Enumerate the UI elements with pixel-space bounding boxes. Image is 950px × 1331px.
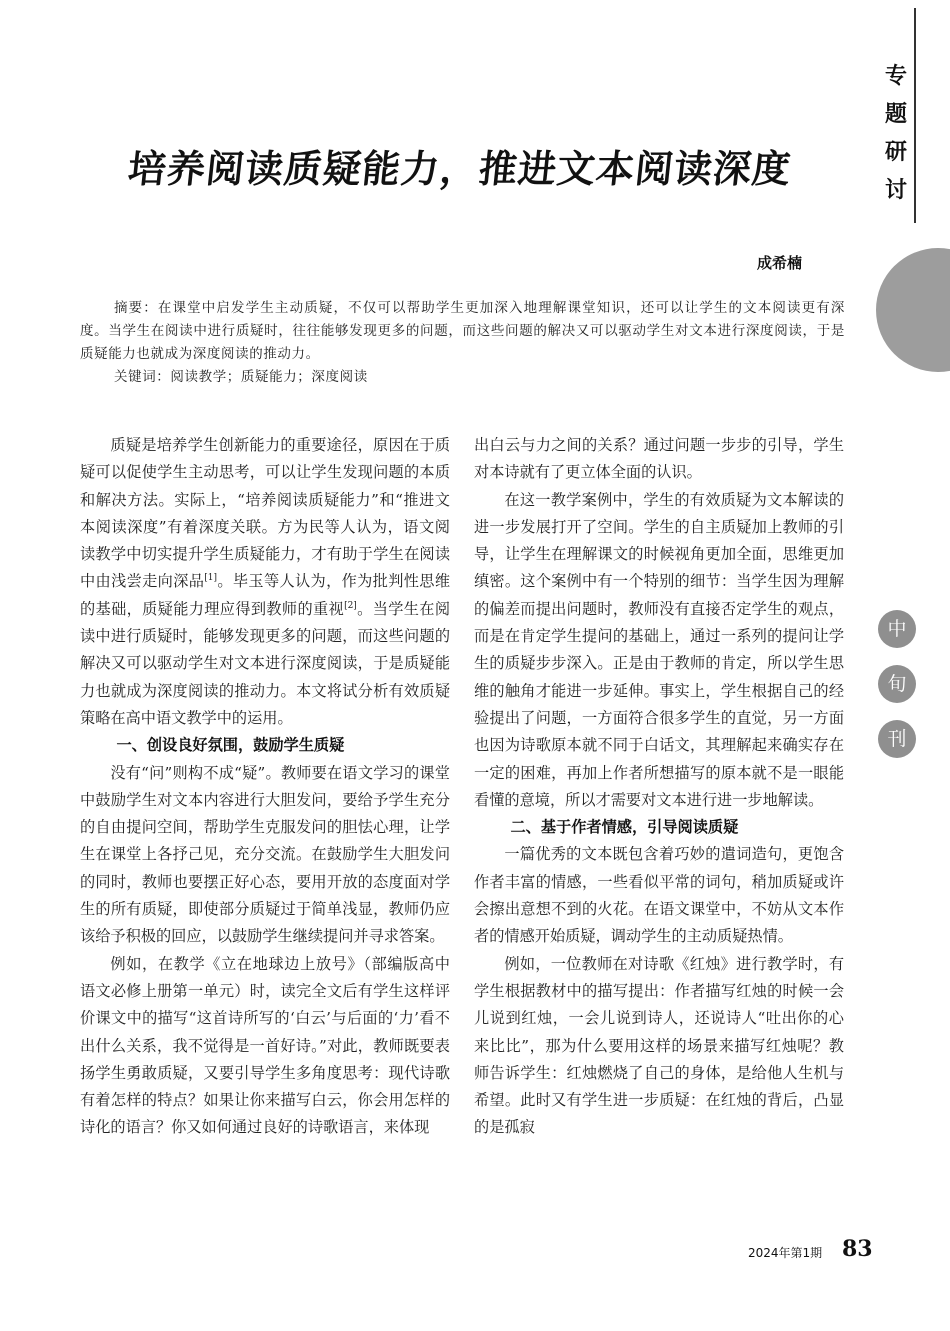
article-title: 培养阅读质疑能力，推进文本阅读深度 — [125, 147, 794, 191]
magazine-tag-char: 刊 — [878, 720, 916, 758]
author-name: 成希楠 — [756, 254, 802, 272]
paragraph-text: 。毕玉等人认为，作为批判性思维的基础，质疑能力理应得到教师的重视 — [80, 572, 451, 618]
section-tag — [878, 58, 914, 210]
issue-label: 2024年第1期 — [748, 1246, 823, 1260]
body-paragraph — [80, 432, 450, 732]
page-footer — [700, 1236, 873, 1276]
body-paragraph: 在这一教学案例中，学生的有效质疑为文本解读的进一步发展打开了空间。学生的自主质疑加上教师的引导，让学生在理解课文的时候视角更加全面，思维更加缜密。这个案例中有一个特别的细节：当学生因为理解的偏差而提出问题时，教师没有直接否定学生的观点，而是在肯定学生提问的基础上，通过一系列的提问让学生的质疑步步深入。正是由于教师的肯定，所以学生思维的触角才能进一步延伸。事实上，学生根据自己的经验提出了问题，一方面符合很多学生的直觉，另一方面也因为诗歌原本就不同于白话文，其理解起来确实存在一定的困难，再加上作者所想描写的原本就不是一眼能看懂的意境，所以才需要对文本进行进一步地解读。 — [474, 490, 844, 809]
keywords: 关键词：阅读教学；质疑能力；深度阅读 — [114, 369, 368, 385]
abstract-text: 摘要：在课堂中启发学生主动质疑，不仅可以帮助学生更加深入地理解课堂知识，还可以让学生的文本阅读更有深度。当学生在阅读中进行质疑时，往往能够发现更多的问题，而这些问题的解决又可以驱动学生对文本进行深度阅读，于是质疑能力也就成为深度阅读的推动力。 — [80, 300, 845, 362]
section-tag-char: 讨 — [884, 178, 907, 203]
body-paragraph: 例如，一位教师在对诗歌《红烛》进行教学时，有学生根据教材中的描写提出：作者描写红烛的时候一会儿说到红烛，一会儿说到诗人，还说诗人“吐出你的心来比比”，那为什么要用这样的场景来描写红烛呢？教师告诉学生：红烛燃烧了自己的身体，是给他人生机与希望。此时又有学生进一步质疑：在红烛的背后，凸显的是孤寂 — [474, 954, 844, 1137]
paragraph-text: 质疑是培养学生创新能力的重要途径，原因在于质疑可以促使学生主动思考，可以让学生发现问题的本质和解决方法。实际上，“培养阅读质疑能力”和“推进文本阅读深度”有着深度关联。方为民等人认为，语文阅读教学中切实提升学生质疑能力，才有助于学生在阅读中由浅尝走向深品 — [80, 436, 450, 591]
magazine-tag-char: 中 — [878, 610, 916, 648]
abstract-block — [80, 297, 845, 389]
citation-ref: [1] — [204, 573, 218, 584]
page-number: 83 — [842, 1236, 873, 1262]
section-tag-char: 专 — [884, 64, 907, 89]
section-heading: 二、基于作者情感，引导阅读质疑 — [510, 818, 739, 837]
left-column — [80, 432, 450, 1142]
right-column — [474, 432, 844, 1142]
edge-rule — [914, 8, 916, 223]
body-paragraph: 例如，在教学《立在地球边上放号》（部编版高中语文必修上册第一单元）时，读完全文后有学生这样评价课文中的描写“这首诗所写的‘白云’与后面的‘力’看不出什么关系，我不觉得是一首好诗。”对此，教师既要表扬学生勇敢质疑，又要引导学生多角度思考：现代诗歌有着怎样的特点？如果让你来描写白云，你会用怎样的诗化的语言？你又如何通过良好的诗歌语言，来体现 — [80, 954, 450, 1137]
section-tag-char: 题 — [884, 102, 907, 127]
citation-ref: [2] — [344, 600, 357, 611]
magazine-tag-char: 旬 — [878, 665, 916, 703]
body-paragraph: 一篇优秀的文本既包含着巧妙的遣词造句，更饱含作者丰富的情感，一些看似平常的词句，稍加质疑或许会擦出意想不到的火花。在语文课堂中，不妨从文本作者的情感开始质疑，调动学生的主动质疑热情。 — [474, 845, 844, 946]
magazine-tag — [878, 610, 918, 775]
body-paragraph: 没有“问”则构不成“疑”。教师要在语文学习的课堂中鼓励学生对文本内容进行大胆发问，要给予学生充分的自由提问空间，帮助学生克服发问的胆怯心理，让学生在课堂上各抒己见，充分交流。在鼓励学生大胆发问的同时，教师也要摆正好心态，要用开放的态度面对学生的所有质疑，即使部分质疑过于简单浅显，教师仍应该给予积极的回应，以鼓励学生继续提问并寻求答案。 — [80, 763, 450, 946]
section-tag-char: 研 — [884, 140, 907, 165]
decorative-half-circle — [876, 248, 950, 372]
body-paragraph: 出白云与力之间的关系？通过问题一步步的引导，学生对本诗就有了更立体全面的认识。 — [474, 436, 844, 482]
paragraph-text: 。当学生在阅读中进行质疑时，能够发现更多的问题，而这些问题的解决又可以驱动学生对文本进行深度阅读，于是质疑能力也就成为深度阅读的推动力。本文将试分析有效质疑策略在高中语文教学中的运用。 — [80, 599, 451, 727]
section-heading: 一、创设良好氛围，鼓励学生质疑 — [116, 736, 345, 755]
